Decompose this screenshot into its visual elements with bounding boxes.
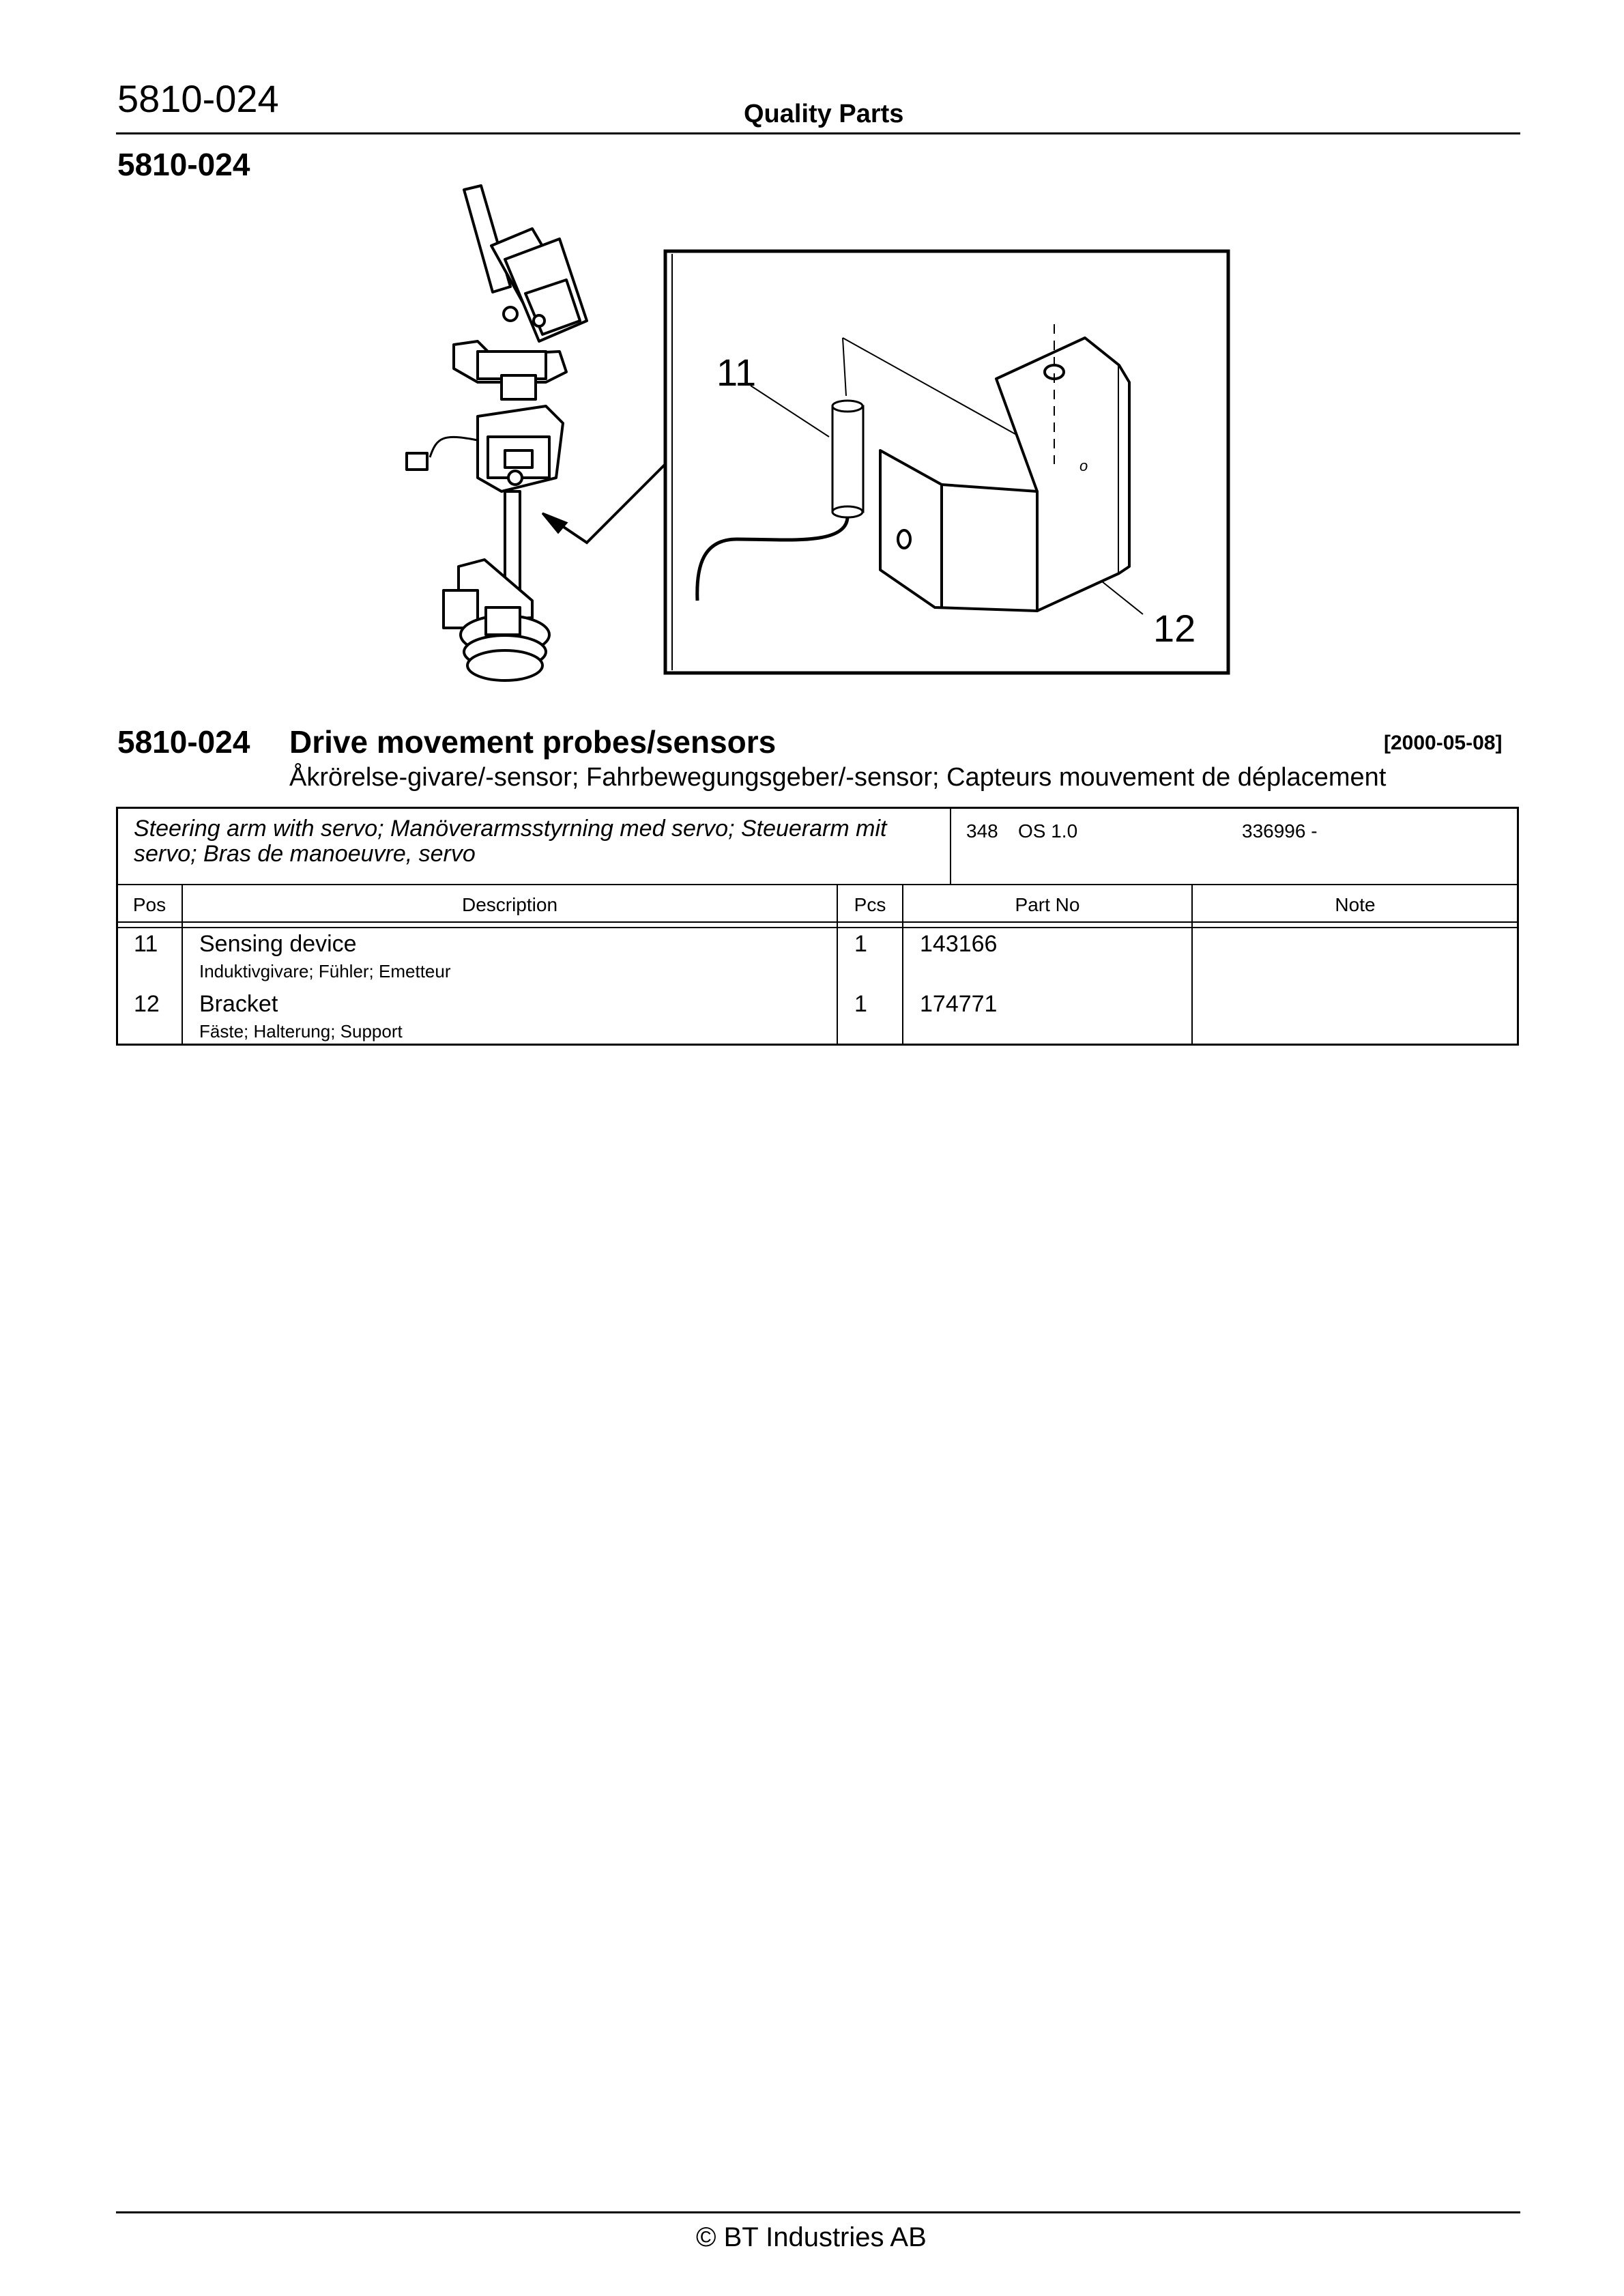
row-pcs: 1: [854, 931, 867, 957]
row-pos: 12: [134, 991, 160, 1017]
arrow-head: [542, 513, 566, 532]
row-description: Sensing device: [199, 931, 357, 957]
table-rule: [116, 927, 1519, 928]
callout-12: 12: [1153, 607, 1196, 650]
detail-pointer-arrow: [549, 464, 665, 543]
row-translations: Induktivgivare; Fühler; Emetteur: [199, 961, 451, 981]
section-code: 5810-024: [117, 147, 250, 182]
model-separator: [950, 809, 951, 885]
row-part-no: 143166: [920, 931, 998, 957]
header-pos: Pos: [132, 894, 166, 915]
header-description: Description: [461, 894, 558, 915]
header-title: Quality Parts: [744, 100, 904, 128]
row-part-no: 174771: [920, 991, 998, 1017]
model-code: 348: [966, 820, 998, 842]
row-translations: Fäste; Halterung; Support: [199, 1021, 403, 1042]
detail-mark: o: [1079, 457, 1088, 474]
group-translations: Åkrörelse-givare/-sensor; Fahrbewegungsgeber/-sensor; Capteurs mouvement de déplacement: [289, 763, 1387, 792]
table-rule: [116, 921, 1519, 923]
callout-11: 11: [716, 351, 757, 394]
header-note: Note: [1335, 894, 1376, 915]
detail-frame: [665, 251, 1228, 673]
row-pcs: 1: [854, 991, 867, 1017]
group-name: Drive movement probes/sensors: [289, 724, 777, 760]
header-part-no: Part No: [1015, 894, 1080, 915]
table-rule: [116, 884, 1519, 885]
parts-illustration: [0, 0, 1624, 717]
model-description: Steering arm with servo; Manöverarmsstyrning med servo; Steuerarm mit servo; Bras de manoeuvre, servo: [134, 816, 887, 867]
group-date: [2000-05-08]: [1384, 732, 1503, 754]
footer-divider: [116, 2211, 1520, 2213]
model-serial: 336996 -: [1242, 820, 1318, 842]
footer-copyright: © BT Industries AB: [696, 2222, 927, 2252]
group-code: 5810-024: [117, 724, 250, 760]
page-code: 5810-024: [117, 77, 279, 120]
row-pos: 11: [134, 931, 158, 957]
model-version: OS 1.0: [1018, 820, 1078, 842]
row-description: Bracket: [199, 991, 278, 1017]
header-pcs: Pcs: [854, 894, 886, 915]
steering-arm-assembly-drawing: [407, 186, 587, 680]
